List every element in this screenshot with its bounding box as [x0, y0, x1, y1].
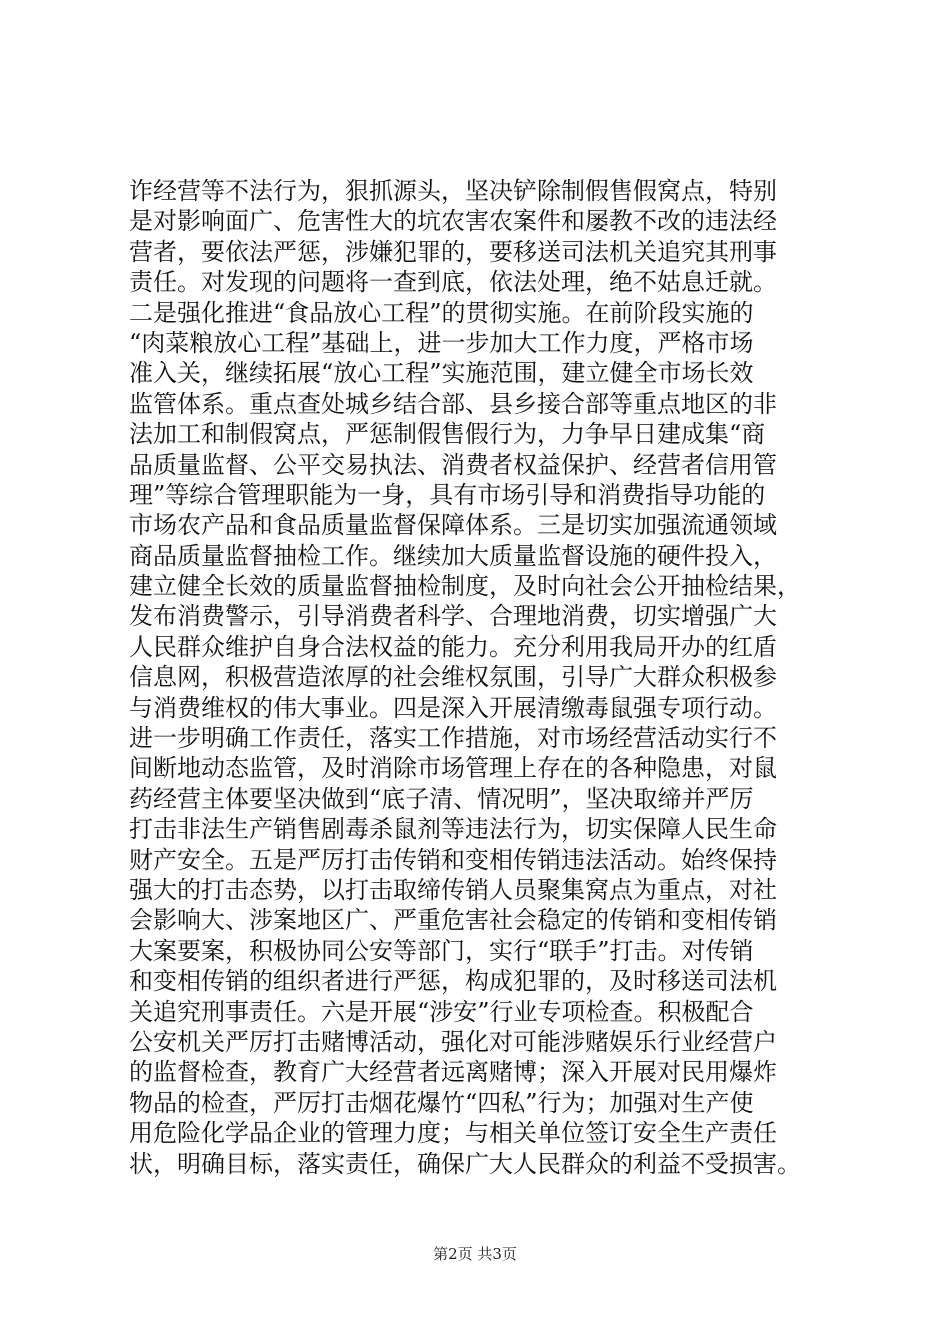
text-line: 强大的打击态势，以打击取缔传销人员聚集窝点为重点，对社	[129, 875, 777, 904]
text-line: 商品质量监督抽检工作。继续加大质量监督设施的硬件投入，	[129, 541, 777, 570]
text-line: 财产安全。五是严厉打击传销和变相传销违法活动。始终保持	[129, 845, 777, 874]
text-line: 诈经营等不法行为，狠抓源头，坚决铲除制假售假窝点，特别	[129, 177, 777, 205]
text-line: 大案要案，积极协同公安等部门，实行“联手”打击。对传销	[129, 936, 754, 965]
text-line: 关追究刑事责任。六是开展“涉安”行业专项检查。积极配合	[129, 997, 754, 1026]
text-line: 公安机关严厉打击赌博活动，强化对可能涉赌娱乐行业经营户	[129, 1027, 777, 1056]
text-line: 用危险化学品企业的管理力度；与相关单位签订安全生产责任	[129, 1119, 777, 1148]
text-line: 物品的检查，严厉打击烟花爆竹“四私”行为；加强对生产使	[129, 1088, 754, 1117]
text-line: 与消费维权的伟大事业。四是深入开展清缴毒鼠强专项行动。	[129, 693, 777, 722]
text-line: 品质量监督、公平交易执法、消费者权益保护、经营者信用管	[129, 450, 777, 479]
text-line: 是对影响面广、危害性大的坑农害农案件和屡教不改的违法经	[129, 207, 777, 236]
text-line: 状，明确目标，落实责任，确保广大人民群众的利益不受损害。	[129, 1149, 801, 1178]
text-line: 和变相传销的组织者进行严惩，构成犯罪的，及时移送司法机	[129, 967, 777, 996]
text-line: “肉菜粮放心工程”基础上，进一步加大工作力度，严格市场	[129, 328, 754, 357]
text-line: 打击非法生产销售剧毒杀鼠剂等违法行为，切实保障人民生命	[129, 815, 777, 844]
text-line: 建立健全长效的质量监督抽检制度，及时向社会公开抽检结果，	[129, 572, 801, 601]
text-line: 进一步明确工作责任，落实工作措施，对市场经营活动实行不	[129, 724, 777, 753]
text-line: 会影响大、涉案地区广、严重危害社会稳定的传销和变相传销	[129, 906, 777, 935]
text-line: 市场农产品和食品质量监督保障体系。三是切实加强流通领域	[129, 511, 777, 540]
text-line: 理”等综合管理职能为一身，具有市场引导和消费指导功能的	[129, 480, 766, 509]
text-line: 准入关，继续拓展“放心工程”实施范围，建立健全市场长效	[129, 359, 754, 388]
text-line: 监管体系。重点查处城乡结合部、县乡接合部等重点地区的非	[129, 389, 777, 418]
text-line: 的监督检查，教育广大经营者远离赌博；深入开展对民用爆炸	[129, 1058, 777, 1087]
body-text	[129, 176, 849, 1179]
text-line: 法加工和制假窝点，严惩制假售假行为，力争早日建成集“商	[129, 420, 766, 449]
text-line: 责任。对发现的问题将一查到底，依法处理，绝不姑息迁就。	[129, 268, 777, 297]
text-line: 间断地动态监管，及时消除市场管理上存在的各种隐患，对鼠	[129, 754, 777, 783]
text-line: 二是强化推进“食品放心工程”的贯彻实施。在前阶段实施的	[129, 298, 754, 327]
text-line: 营者，要依法严惩，涉嫌犯罪的，要移送司法机关追究其刑事	[129, 237, 777, 266]
page-number-footer: 第2页 共3页	[433, 1245, 517, 1263]
text-line: 发布消费警示，引导消费者科学、合理地消费，切实增强广大	[129, 602, 777, 631]
text-line: 信息网，积极营造浓厚的社会维权氛围，引导广大群众积极参	[129, 663, 777, 692]
text-line: 药经营主体要坚决做到“底子清、情况明”，坚决取缔并严厉	[129, 784, 754, 813]
text-line: 人民群众维护自身合法权益的能力。充分利用我局开办的红盾	[129, 632, 777, 661]
